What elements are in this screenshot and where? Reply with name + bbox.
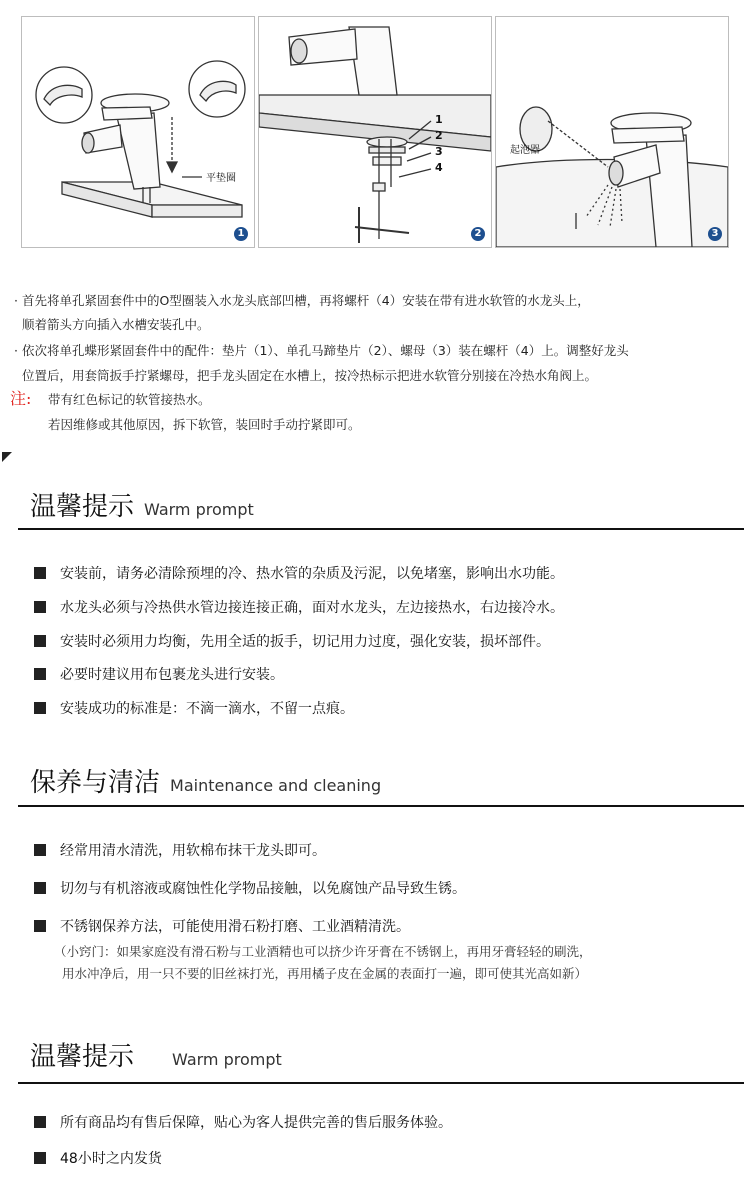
instruction-step1-line1: · 首先将单孔紧固套件中的O型圈装入水龙头底部凹槽，再将螺杆（4）安装在带有进水软管的水龙头上， xyxy=(14,293,590,308)
instruction-step1-line2: 顺着箭头方向插入水槽安装孔中。 xyxy=(22,317,210,332)
section-title-cn: 温馨提示 xyxy=(30,1042,135,1072)
bullet-square-icon xyxy=(34,567,46,579)
part-number-2: 2 xyxy=(435,129,443,142)
list-item: 不锈钢保养方法，可能使用滑石粉打磨、工业酒精清洗。 xyxy=(34,916,410,936)
diagram-number-badge: 1 xyxy=(234,227,248,241)
bullet-square-icon xyxy=(34,920,46,932)
instruction-step2-line1: · 依次将单孔蝶形紧固套件中的配件：垫片（1）、单孔马蹄垫片（2）、螺母（3）装在螺杆（4）上。调整好龙头 xyxy=(14,343,629,358)
warm-prompt-title-1 xyxy=(30,486,254,523)
faucet-drawing-3 xyxy=(496,17,728,247)
washer-label: 平垫圈 xyxy=(206,173,236,184)
bullet-square-icon xyxy=(34,1116,46,1128)
list-item: 所有商品均有售后保障，贴心为客人提供完善的售后服务体验。 xyxy=(34,1112,452,1132)
part-number-1: 1 xyxy=(435,113,443,126)
bullet-square-icon xyxy=(34,844,46,856)
warm-prompt-title-2 xyxy=(30,1036,282,1073)
section-title-cn: 温馨提示 xyxy=(30,492,135,522)
bullet-square-icon xyxy=(34,882,46,894)
tip-line1: （小窍门：如果家庭没有滑石粉与工业酒精也可以挤少许牙膏在不锈钢上，再用牙膏轻轻的刷洗， xyxy=(54,944,592,959)
bullet-square-icon xyxy=(34,1152,46,1164)
part-number-3: 3 xyxy=(435,145,443,158)
note-line2: 若因维修或其他原因，拆下软管，装回时手动拧紧即可。 xyxy=(48,417,361,432)
aerator-label: 起泡器 xyxy=(510,145,540,156)
section-divider xyxy=(18,1082,744,1084)
faucet-drawing-1 xyxy=(22,17,254,247)
section-divider xyxy=(18,528,744,530)
list-item: 安装时必须用力均衡，先用全适的扳手，切记用力过度，强化安装，损坏部件。 xyxy=(34,631,550,651)
section-title-cn: 保养与清洁 xyxy=(30,768,161,798)
list-item: 经常用清水清洗，用软棉布抹干龙头即可。 xyxy=(34,840,326,860)
bullet-square-icon xyxy=(34,635,46,647)
install-diagram-1 xyxy=(21,16,255,248)
bullet-square-icon xyxy=(34,668,46,680)
list-item: 安装前，请务必清除预埋的冷、热水管的杂质及污泥，以免堵塞，影响出水功能。 xyxy=(34,563,564,583)
diagram-number-badge: 2 xyxy=(471,227,485,241)
list-item: 安装成功的标准是：不滴一滴水，不留一点痕。 xyxy=(34,698,354,718)
list-item: 48小时之内发货 xyxy=(34,1148,162,1168)
section-title-en: Warm prompt xyxy=(144,500,254,519)
list-item: 水龙头必须与冷热供水管边接连接正确，面对水龙头，左边接热水，右边接冷水。 xyxy=(34,597,564,617)
maintenance-title xyxy=(30,762,381,799)
install-diagram-2 xyxy=(258,16,492,248)
install-diagram-3 xyxy=(495,16,729,248)
section-divider xyxy=(18,805,744,807)
section-title-en: Maintenance and cleaning xyxy=(170,776,382,795)
bullet-square-icon xyxy=(34,601,46,613)
list-item: 必要时建议用布包裹龙头进行安装。 xyxy=(34,664,284,684)
faucet-drawing-2 xyxy=(259,17,491,247)
diagram-number-badge: 3 xyxy=(708,227,722,241)
tip-line2: 用水冲净后，用一只不要的旧丝袜打光，再用橘子皮在金属的表面打一遍，即可使其光高如新） xyxy=(62,966,588,981)
note-line1: 带有红色标记的软管接热水。 xyxy=(48,392,211,407)
corner-marker xyxy=(2,452,12,462)
note-mark: 注: xyxy=(10,389,32,408)
list-item: 切勿与有机溶液或腐蚀性化学物品接触，以免腐蚀产品导致生锈。 xyxy=(34,878,466,898)
instruction-step2-line2: 位置后，用套筒扳手拧紧螺母，把手龙头固定在水槽上，按冷热标示把进水软管分别接在冷热水角阀上。 xyxy=(22,368,598,383)
bullet-square-icon xyxy=(34,702,46,714)
part-number-4: 4 xyxy=(435,161,443,174)
section-title-en: Warm prompt xyxy=(172,1050,282,1069)
